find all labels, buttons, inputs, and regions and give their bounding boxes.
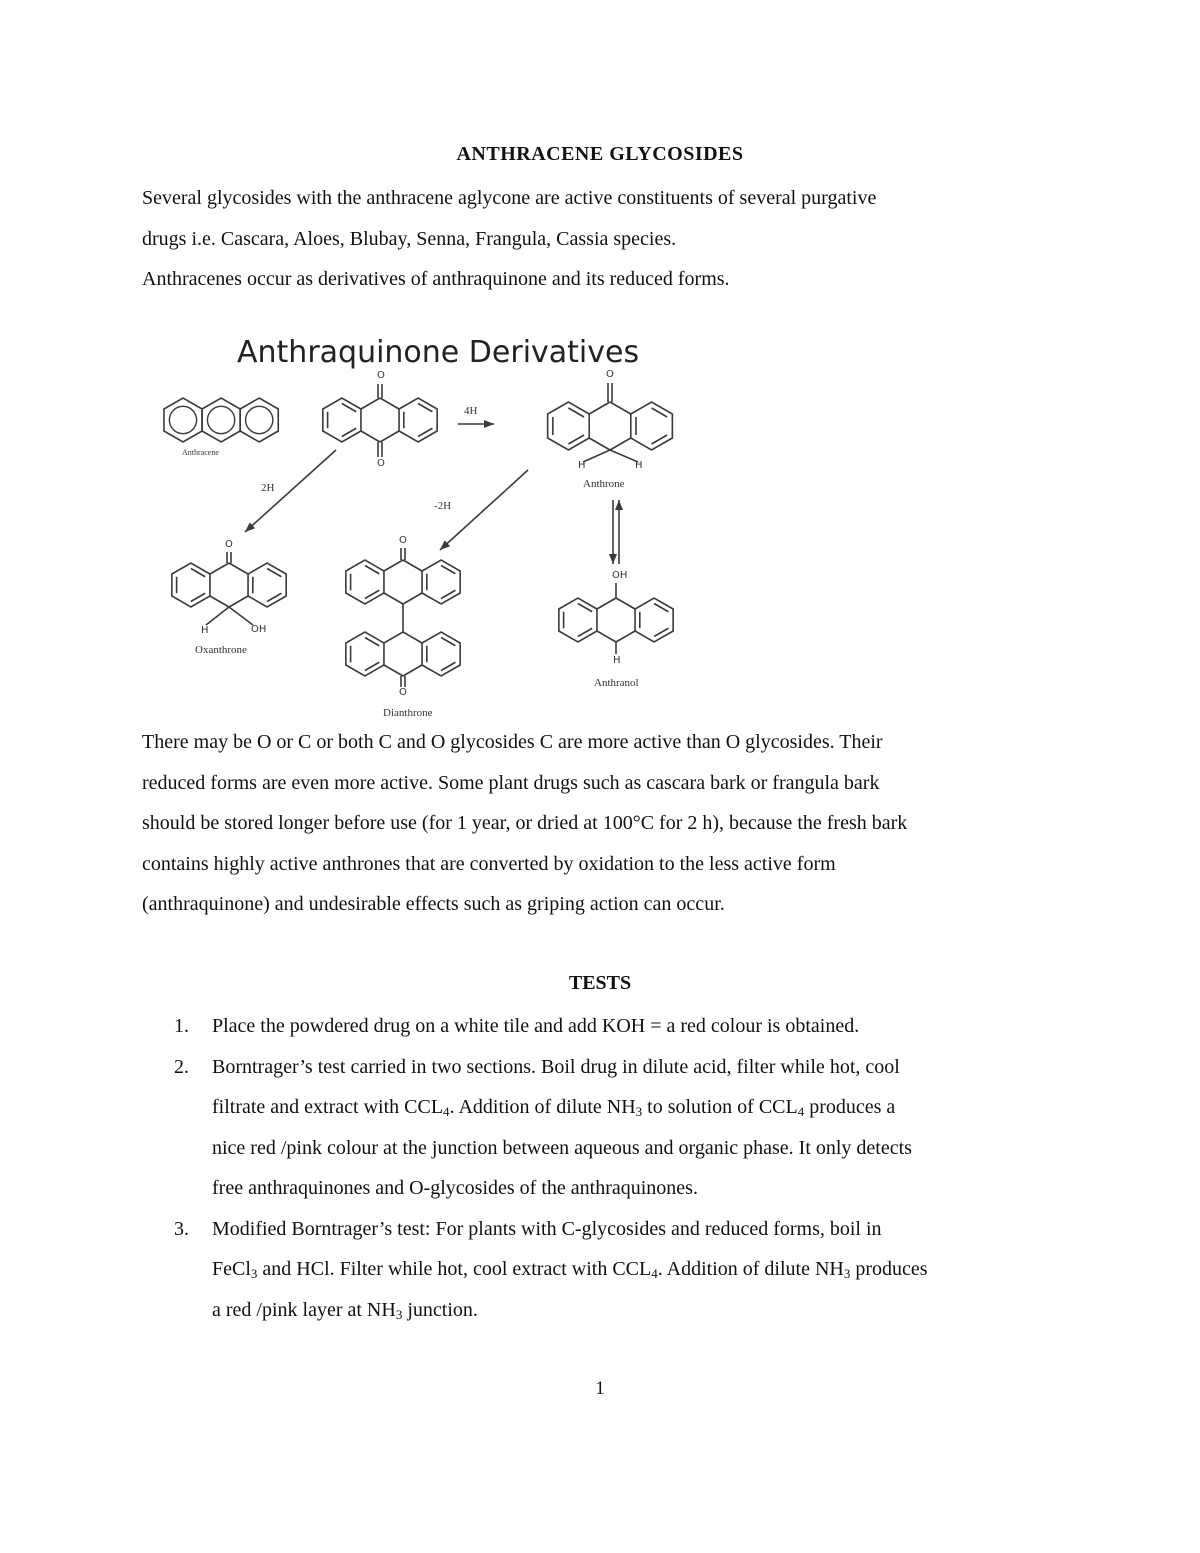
intro-line: Several glycosides with the anthracene aglycone are active constituents of several purgative — [142, 187, 877, 209]
test-item-1 — [142, 1006, 1062, 1047]
atom-oh: OH — [251, 624, 267, 635]
bond-line — [384, 632, 403, 643]
body-line: reduced forms are even more active. Some plant drugs such as cascara bark or frangula bark — [142, 771, 880, 794]
test-line: free anthraquinones and O-glycosides of the anthraquinones. — [212, 1177, 698, 1199]
atom-h: H — [201, 625, 209, 636]
bond-line — [361, 398, 380, 409]
test-item-2 — [142, 1047, 1062, 1209]
bond-line — [616, 631, 635, 642]
atom-o: O — [225, 539, 233, 550]
test-line: filtrate and extract with $CCL_4$. Addition of dilute $NH_3$ to solution of $CCL_4$ produces a — [212, 1096, 896, 1119]
dianthrone-lower-right-ring — [422, 632, 460, 676]
list-number: 3. — [174, 1217, 189, 1240]
dianthrone-upper-right-ring — [422, 560, 460, 604]
aromatic-circle — [246, 406, 273, 433]
test-line: Borntrager’s test carried in two sections. Boil drug in dilute acid, filter while hot, cool — [212, 1055, 900, 1078]
atom-h: H — [635, 460, 643, 471]
list-number: 1. — [174, 1015, 189, 1037]
anthraquinone-right-ring — [399, 398, 437, 442]
atom-o: O — [399, 535, 407, 546]
bond-line — [229, 607, 253, 625]
aromatic-circle — [207, 406, 234, 433]
equilibrium-arrow-down-head — [609, 554, 617, 564]
atom-o: O — [606, 369, 614, 380]
glycoside-activity-paragraph — [142, 722, 1062, 925]
bond-line — [384, 560, 403, 571]
test-line: a red /pink layer at $NH_3$ junction. — [212, 1298, 478, 1322]
atom-h: H — [578, 460, 586, 471]
label-anthranol: Anthranol — [594, 677, 639, 689]
atom-oh: OH — [612, 570, 628, 581]
atom-o: O — [377, 370, 385, 381]
intro-line: Anthracenes occur as derivatives of anthraquinone and its reduced forms. — [142, 268, 730, 290]
dianthrone-upper-left-ring — [346, 560, 384, 604]
test-line: Modified Borntrager’s test: For plants with C-glycosides and reduced forms, boil in — [212, 1217, 882, 1240]
bond-line — [610, 402, 631, 414]
bond-line — [583, 450, 610, 462]
oxanthrone-left-ring — [172, 563, 210, 607]
arrow-label-4h: 4H — [464, 405, 478, 417]
bond-line — [403, 632, 422, 643]
body-line: contains highly active anthrones that are converted by oxidation to the less active form — [142, 852, 836, 875]
bond-line — [380, 398, 399, 409]
bond-line — [403, 593, 422, 604]
bond-line — [384, 593, 403, 604]
anthrone-right-ring — [631, 402, 673, 450]
figure-title: Anthraquinone Derivatives — [237, 335, 640, 370]
bond-line — [384, 665, 403, 676]
tests-heading: TESTS — [568, 972, 632, 994]
arrow-label-2h: 2H — [261, 482, 275, 494]
structure-diagram — [150, 332, 710, 724]
intro-line: drugs i.e. Cascara, Aloes, Blubay, Senna, Frangula, Cassia species. — [142, 227, 677, 250]
bond-line — [380, 431, 399, 442]
test-line: FeCl$_3$ and HCl. Filter while hot, cool extract with $CCL_4$. Addition of dilute $NH_3$ produces — [212, 1258, 928, 1281]
atom-h: H — [613, 655, 621, 666]
tests-list — [142, 1006, 1062, 1330]
label-dianthrone: Dianthrone — [383, 707, 433, 719]
bond-line — [229, 563, 248, 574]
bond-line — [597, 598, 616, 609]
body-line: should be stored longer before use (for 1 year, or dried at 100°C for 2 h), because the fresh bark — [142, 812, 908, 834]
bond-line — [229, 596, 248, 607]
anthraquinone-left-ring — [323, 398, 361, 442]
label-anthrone: Anthrone — [583, 478, 625, 490]
bond-line — [610, 450, 638, 462]
atom-o: O — [399, 687, 407, 698]
bond-line — [403, 560, 422, 571]
aromatic-circle — [169, 406, 196, 433]
bond-line — [597, 631, 616, 642]
bond-line — [610, 438, 631, 450]
bond-line — [361, 431, 380, 442]
intro-paragraph — [142, 178, 1062, 300]
anthranol-right-ring — [635, 598, 673, 642]
label-anthracene: Anthracene — [182, 448, 219, 457]
arrow-2h — [245, 450, 336, 532]
bond-line — [210, 563, 229, 574]
anthranol-left-ring — [559, 598, 597, 642]
label-oxanthrone: Oxanthrone — [195, 644, 247, 656]
oxanthrone-right-ring — [248, 563, 286, 607]
dianthrone-lower-left-ring — [346, 632, 384, 676]
anthraquinone-derivatives-figure — [150, 332, 710, 724]
anthrone-left-ring — [548, 402, 590, 450]
page-number: 1 — [595, 1378, 605, 1399]
body-line: (anthraquinone) and undesirable effects such as griping action can occur. — [142, 893, 725, 915]
atom-o: O — [377, 458, 385, 469]
test-text: Place the powdered drug on a white tile and add KOH = a red colour is obtained. — [212, 1015, 860, 1037]
equilibrium-arrow-up-head — [615, 500, 623, 510]
list-number: 2. — [174, 1055, 189, 1078]
arrow-minus-2h — [440, 470, 528, 550]
test-item-3 — [142, 1209, 1062, 1331]
bond-line — [206, 607, 229, 625]
bond-line — [589, 438, 610, 450]
test-line: nice red /pink colour at the junction between aqueous and organic phase. It only detects — [212, 1136, 912, 1159]
bond-line — [589, 402, 610, 414]
body-line: There may be O or C or both C and O glycosides C are more active than O glycosides. Their — [142, 731, 883, 753]
document-title: ANTHRACENE GLYCOSIDES — [456, 143, 744, 165]
bond-line — [403, 665, 422, 676]
bond-line — [210, 596, 229, 607]
arrow-4h-head — [484, 420, 494, 428]
arrow-label-minus-2h: -2H — [434, 500, 452, 512]
bond-line — [616, 598, 635, 609]
